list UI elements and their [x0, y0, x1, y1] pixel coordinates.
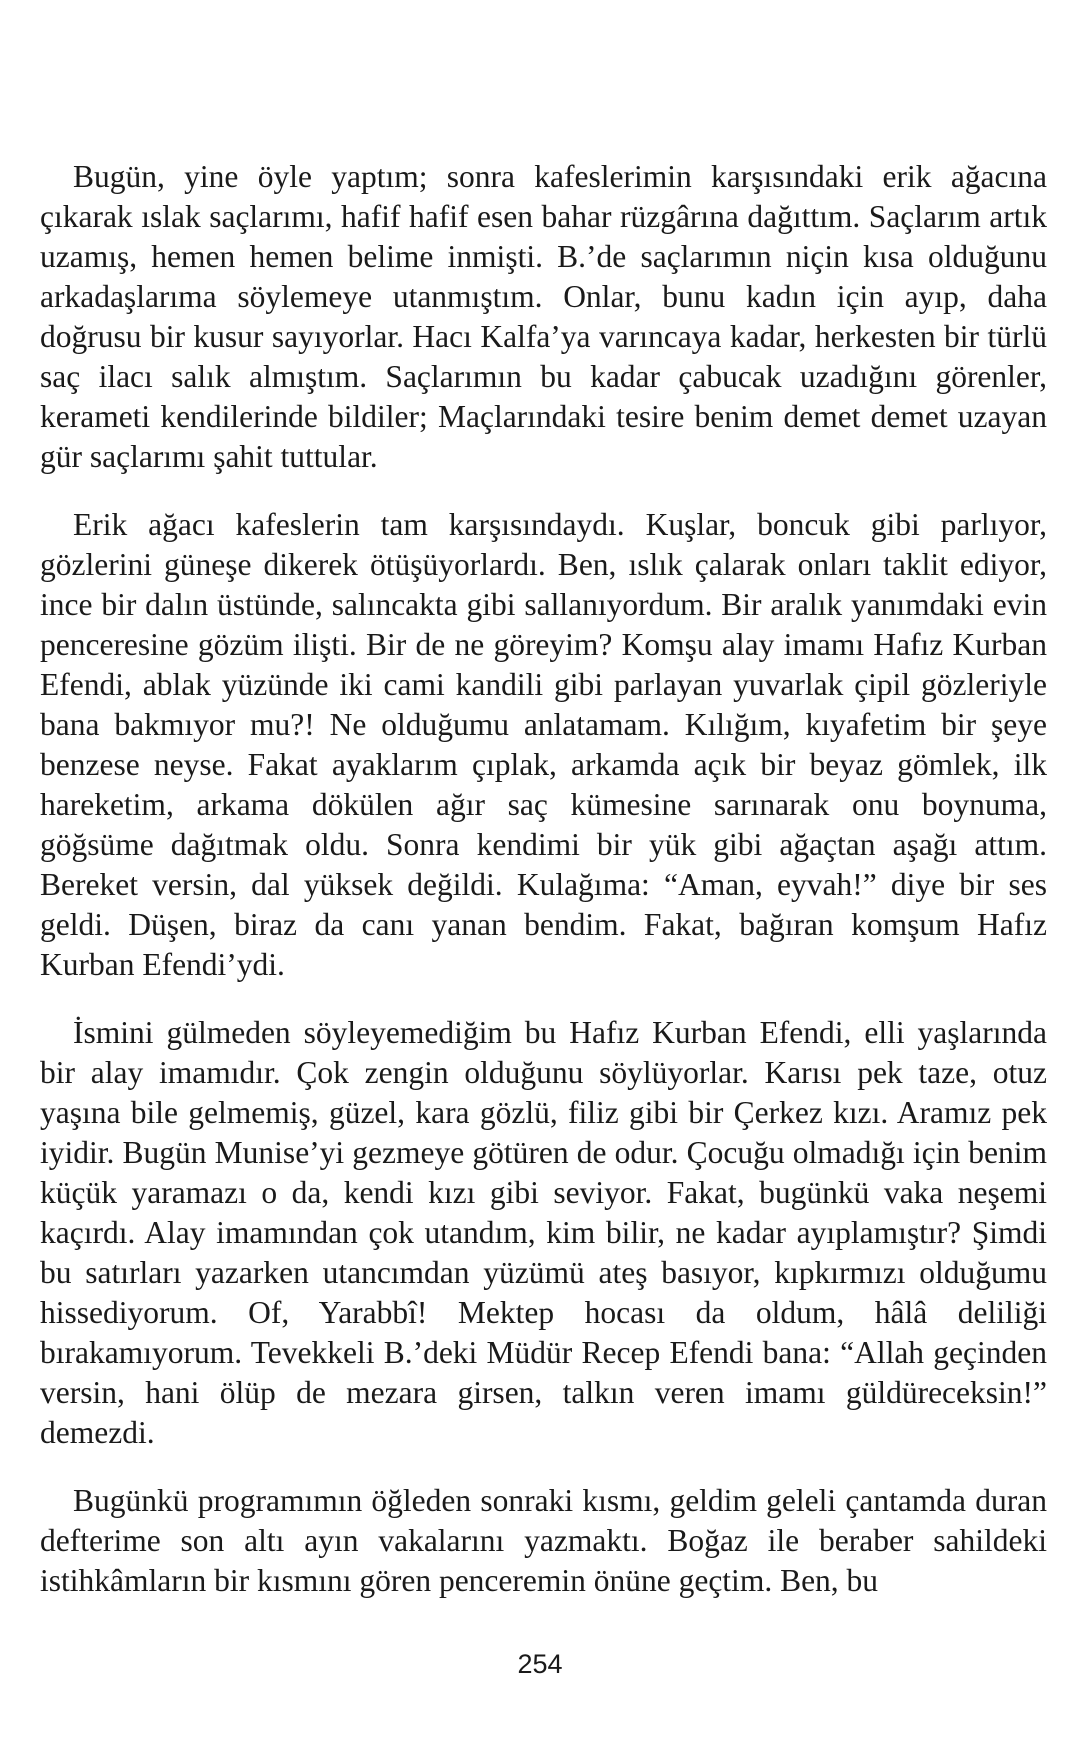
page-number: 254: [517, 1649, 563, 1679]
paragraph-1: Bugün, yine öyle yaptım; sonra kafeslerimin karşısındaki erik ağacına çıkarak ıslak saçlarımı, hafif hafif esen bahar rüzgârına dağıttım. Saçlarım artık uzamış, hemen hemen belime inmişti. B.’de saçlarımın niçin kısa olduğunu arkadaşlarıma söylemeye utanmıştım. Onlar, bunu kadın için ayıp, daha doğrusu bir kusur sayıyorlar. Hacı Kalfa’ya varıncaya kadar, herkesten bir türlü saç ilacı salık almıştım. Saçlarımın bu kadar çabucak uzadığını görenler, kerameti kendilerinde bildiler; Maçlarındaki tesire benim demet demet uzayan gür saçlarımı şahit tuttular.: [40, 159, 1047, 474]
paragraph-2: Erik ağacı kafeslerin tam karşısındaydı. Kuşlar, boncuk gibi parlıyor, gözlerini güneşe dikerek ötüşüyorlardı. Ben, ıslık çalarak onları taklit ediyor, ince bir dalın üstünde, salıncakta gibi sallanıyordum. Bir aralık yanımdaki evin penceresine gözüm ilişti. Bir de ne göreyim? Komşu alay imamı Hafız Kurban Efendi, ablak yüzünde iki cami kandili gibi parlayan yuvarlak çipil gözleriyle bana bakmıyor mu?! Ne olduğumu anlatamam. Kılığım, kıyafetim bir şeye benzese neyse. Fakat ayaklarım çıplak, arkamda açık bir beyaz gömlek, ilk hareketim, arkama dökülen ağır saç kümesine sarınarak onu boynuma, göğsüme dağıtmak oldu. Sonra kendimi bir yük gibi ağaçtan aşağı attım. Bereket versin, dal yüksek değildi. Kulağıma: “Aman, eyvah!” diye bir ses geldi. Düşen, biraz da canı yanan bendim. Fakat, bağıran komşum Hafız Kurban Efendi’ydi.: [40, 507, 1047, 982]
paragraph-3: İsmini gülmeden söyleyemediğim bu Hafız Kurban Efendi, elli yaşlarında bir alay imamıdır. Çok zengin olduğunu söylüyorlar. Karısı pek taze, otuz yaşına bile gelmemiş, güzel, kara gözlü, filiz gibi bir Çerkez kızı. Aramız pek iyidir. Bugün Munise’yi gezmeye götüren de odur. Çocuğu olmadığı için benim küçük yaramazı o da, kendi kızı gibi seviyor. Fakat, bugünkü vaka neşemi kaçırdı. Alay imamından çok utandım, kim bilir, ne kadar ayıplamıştır? Şimdi bu satırları yazarken utancımdan yüzümü ateş basıyor, kıpkırmızı olduğumu hissediyorum. Of, Yarabbî! Mektep hocası da oldum, hâlâ deliliği bırakamıyorum. Tevekkeli B.’deki Müdür Recep Efendi bana: “Allah geçinden versin, hani ölüp de mezara girsen, talkın veren imamı güldüreceksin!” demezdi.: [40, 1015, 1047, 1450]
body-text: [40, 157, 1047, 1629]
paragraph-4: Bugünkü programımın öğleden sonraki kısmı, geldim geleli çantamda duran defterime son altı ayın vakalarını yazmaktı. Boğaz ile beraber sahildeki istihkâmların bir kısmını gören penceremin önüne geçtim. Ben, bu: [40, 1483, 1047, 1598]
